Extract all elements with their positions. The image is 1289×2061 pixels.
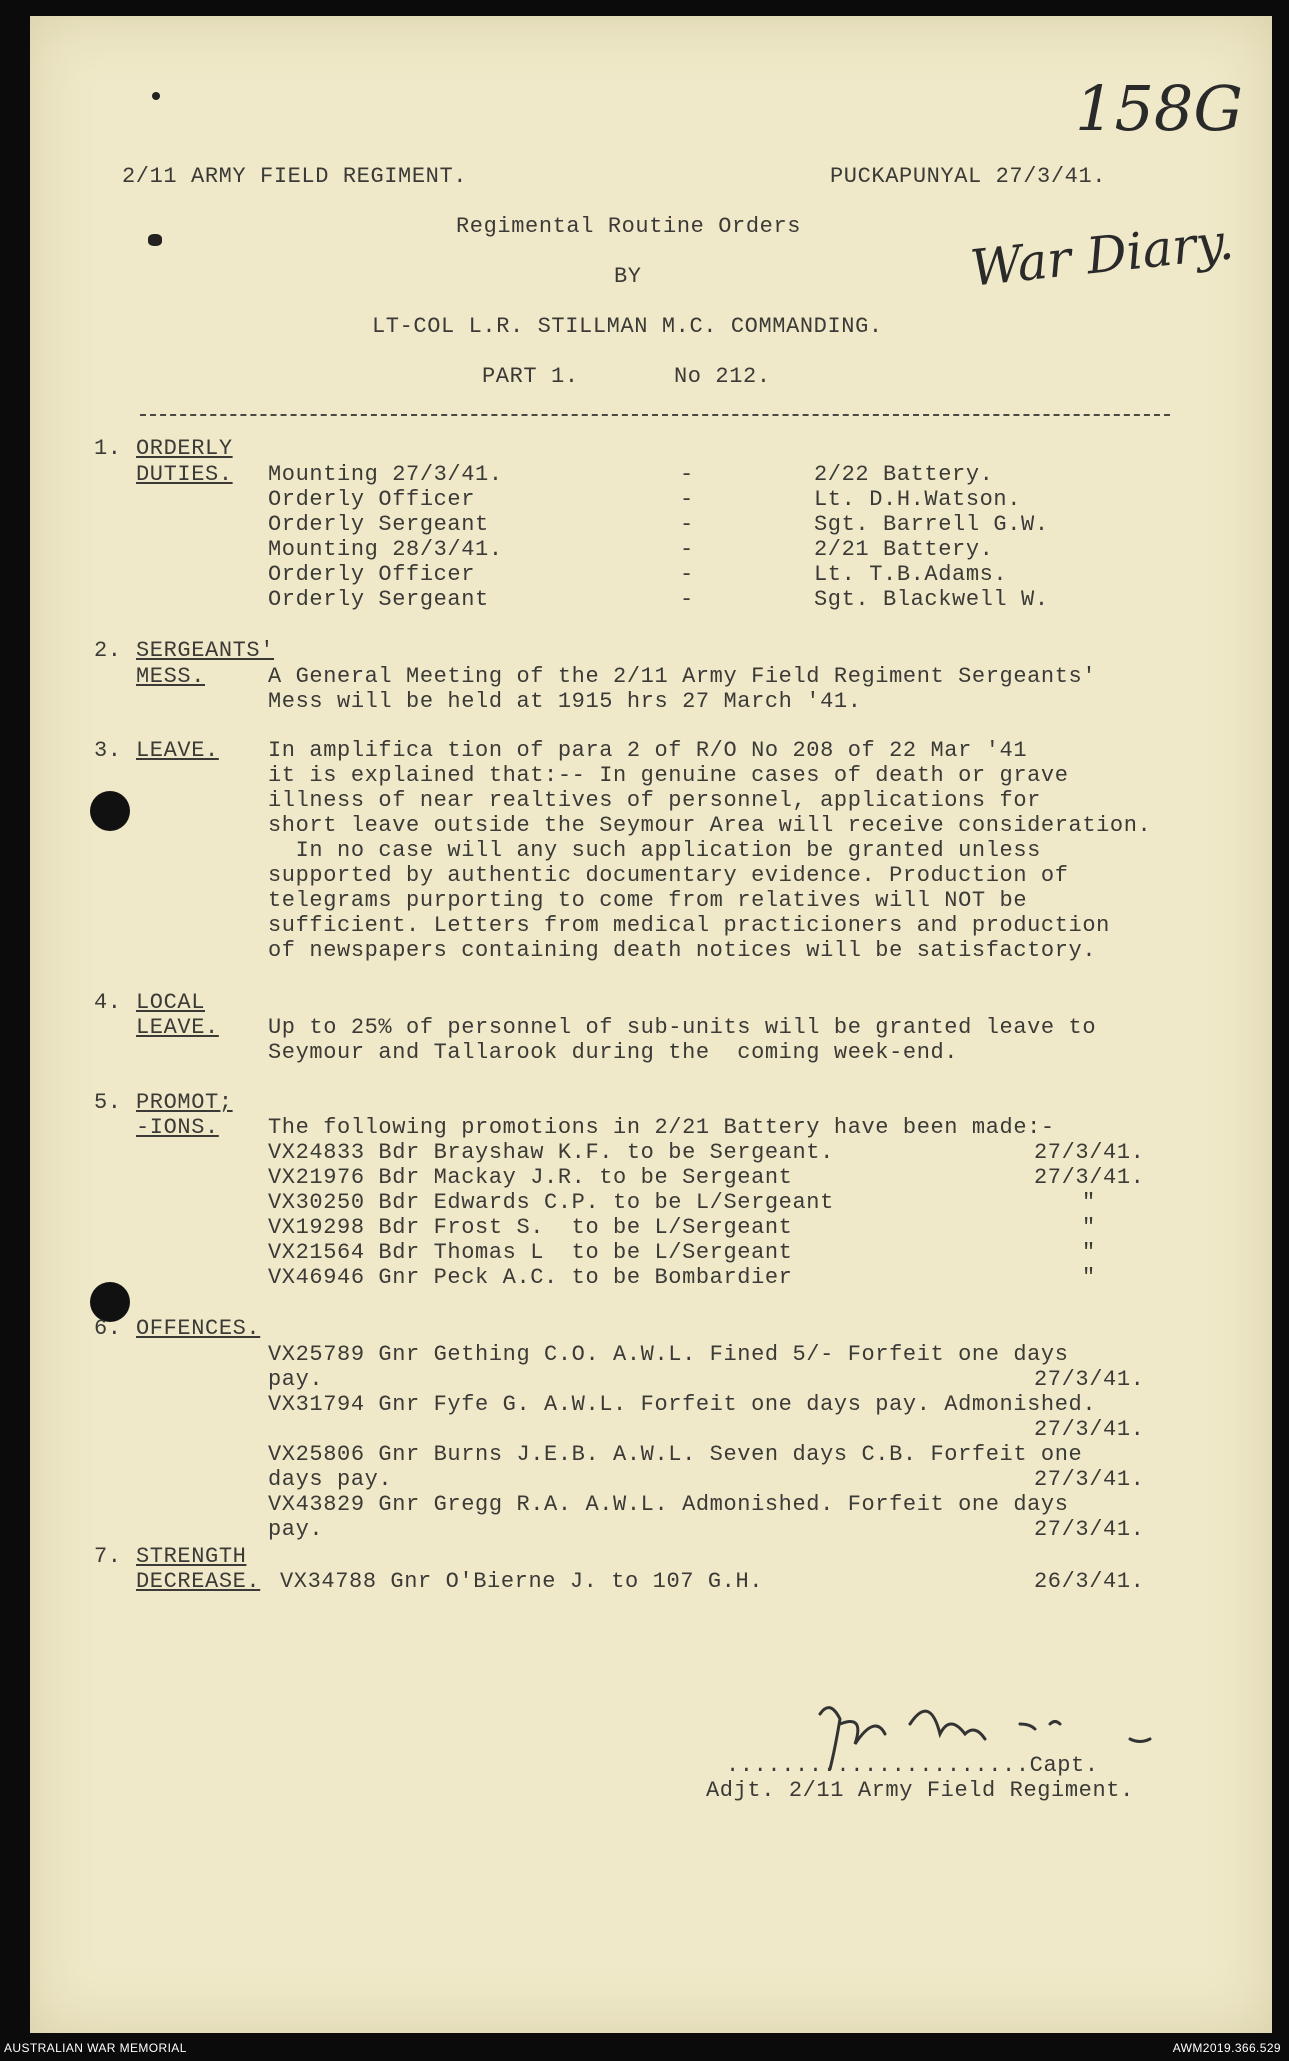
offence-date: 27/3/41. [1034, 1367, 1145, 1392]
archive-credit: AUSTRALIAN WAR MEMORIAL [4, 2041, 187, 2055]
handwritten-note: War Diary. [967, 212, 1237, 298]
promotion-date: " [1082, 1265, 1096, 1290]
signature-line: ......................Capt. [726, 1753, 1099, 1778]
strength-decrease-date: 26/3/41. [1034, 1569, 1145, 1594]
document-page [30, 16, 1272, 2033]
section-2-heading-2: MESS. [136, 664, 206, 689]
leave-text-line: supported by authentic documentary evidence. Production of [268, 863, 1069, 888]
section-3-heading: LEAVE. [136, 738, 219, 763]
mess-text-line: Mess will be held at 1915 hrs 27 March '41. [268, 689, 862, 714]
leave-text-line: telegrams purporting to come from relatives will NOT be [268, 888, 1028, 913]
order-number: No 212. [674, 364, 771, 389]
section-6-number: 6. [94, 1316, 122, 1341]
offence-line: VX25806 Gnr Burns J.E.B. A.W.L. Seven days C.B. Forfeit one [268, 1442, 1083, 1467]
section-7-heading: STRENGTH [136, 1544, 247, 1569]
promotion-item: VX30250 Bdr Edwards C.P. to be L/Sergeant [268, 1190, 834, 1215]
offence-line: days pay. [268, 1467, 393, 1492]
duty-row: Orderly Officer [268, 562, 476, 587]
duty-dash: - [680, 587, 694, 612]
promotion-item: VX19298 Bdr Frost S. to be L/Sergeant [268, 1215, 793, 1240]
offence-line: VX31794 Gnr Fyfe G. A.W.L. Forfeit one days pay. Admonished. [268, 1392, 1097, 1417]
punch-hole-top [90, 791, 130, 831]
duty-assignee: 2/21 Battery. [814, 537, 994, 562]
promotion-date: " [1082, 1240, 1096, 1265]
section-7-number: 7. [94, 1544, 122, 1569]
section-1-heading-2: DUTIES. [136, 462, 233, 487]
section-1-number: 1. [94, 436, 122, 461]
promotion-date: 27/3/41. [1034, 1165, 1145, 1190]
leave-text-line: illness of near realtives of personnel, applications for [268, 788, 1041, 813]
part-label: PART 1. [482, 364, 579, 389]
leave-text-line: sufficient. Letters from medical practicioners and production [268, 913, 1110, 938]
section-7-heading-2: DECREASE. [136, 1569, 261, 1594]
commanding-officer: LT-COL L.R. STILLMAN M.C. COMMANDING. [372, 314, 883, 339]
duty-dash: - [680, 512, 694, 537]
leave-text-line: it is explained that:-- In genuine cases of death or grave [268, 763, 1069, 788]
leave-text-line: In amplifica tion of para 2 of R/O No 208 of 22 Mar '41 [268, 738, 1028, 763]
offence-line: pay. [268, 1517, 324, 1542]
offence-date: 27/3/41. [1034, 1517, 1145, 1542]
place-date: PUCKAPUNYAL 27/3/41. [830, 164, 1107, 189]
promotion-date: " [1082, 1190, 1096, 1215]
duty-dash: - [680, 462, 694, 487]
duty-assignee: Sgt. Blackwell W. [814, 587, 1049, 612]
section-5-number: 5. [94, 1090, 122, 1115]
section-5-heading: PROMOT; [136, 1090, 233, 1115]
promotion-date: 27/3/41. [1034, 1140, 1145, 1165]
section-2-heading: SERGEANTS' [136, 638, 275, 663]
file-number: 158G [1075, 72, 1243, 145]
offence-date: 27/3/41. [1034, 1417, 1145, 1442]
local-leave-text-line: Seymour and Tallarook during the coming week-end. [268, 1040, 959, 1065]
ink-mark [148, 234, 162, 246]
duty-row: Orderly Sergeant [268, 512, 489, 537]
offence-line: pay. [268, 1367, 324, 1392]
section-2-number: 2. [94, 638, 122, 663]
document-title: Regimental Routine Orders [456, 214, 802, 239]
section-4-number: 4. [94, 990, 122, 1015]
promotion-item: VX46946 Gnr Peck A.C. to be Bombardier [268, 1265, 793, 1290]
unit-name: 2/11 ARMY FIELD REGIMENT. [122, 164, 468, 189]
section-1-heading: ORDERLY [136, 436, 233, 461]
strength-decrease-entry: VX34788 Gnr O'Bierne J. to 107 G.H. [280, 1569, 764, 1594]
mess-text-line: A General Meeting of the 2/11 Army Field Regiment Sergeants' [268, 664, 1097, 689]
section-4-heading-2: LEAVE. [136, 1015, 219, 1040]
duty-row: Mounting 28/3/41. [268, 537, 503, 562]
promotion-item: VX21564 Bdr Thomas L to be L/Sergeant [268, 1240, 793, 1265]
duty-dash: - [680, 537, 694, 562]
duty-assignee: 2/22 Battery. [814, 462, 994, 487]
leave-text-line: of newspapers containing death notices will be satisfactory. [268, 938, 1097, 963]
duty-row: Mounting 27/3/41. [268, 462, 503, 487]
duty-dash: - [680, 562, 694, 587]
section-4-heading: LOCAL [136, 990, 206, 1015]
promotion-date: " [1082, 1215, 1096, 1240]
promotions-intro: The following promotions in 2/21 Battery have been made:- [268, 1115, 1055, 1140]
offence-line: VX25789 Gnr Gething C.O. A.W.L. Fined 5/- Forfeit one days [268, 1342, 1069, 1367]
leave-text-line: short leave outside the Seymour Area will receive consideration. [268, 813, 1152, 838]
duty-row: Orderly Officer [268, 487, 476, 512]
leave-text-line: In no case will any such application be granted unless [268, 838, 1041, 863]
promotion-item: VX21976 Bdr Mackay J.R. to be Sergeant [268, 1165, 793, 1190]
duty-assignee: Lt. T.B.Adams. [814, 562, 1008, 587]
duty-assignee: Sgt. Barrell G.W. [814, 512, 1049, 537]
section-5-heading-2: -IONS. [136, 1115, 219, 1140]
duty-row: Orderly Sergeant [268, 587, 489, 612]
section-3-number: 3. [94, 738, 122, 763]
offence-line: VX43829 Gnr Gregg R.A. A.W.L. Admonished. Forfeit one days [268, 1492, 1069, 1517]
archive-reference: AWM2019.366.529 [1172, 2041, 1281, 2055]
signatory-title: Adjt. 2/11 Army Field Regiment. [706, 1778, 1134, 1803]
duty-assignee: Lt. D.H.Watson. [814, 487, 1022, 512]
section-6-heading: OFFENCES. [136, 1316, 261, 1341]
duty-dash: - [680, 487, 694, 512]
offence-date: 27/3/41. [1034, 1467, 1145, 1492]
by-line: BY [614, 264, 642, 289]
ink-mark-top [152, 92, 160, 100]
local-leave-text-line: Up to 25% of personnel of sub-units will be granted leave to [268, 1015, 1097, 1040]
divider-rule [140, 414, 1170, 416]
promotion-item: VX24833 Bdr Brayshaw K.F. to be Sergeant. [268, 1140, 834, 1165]
